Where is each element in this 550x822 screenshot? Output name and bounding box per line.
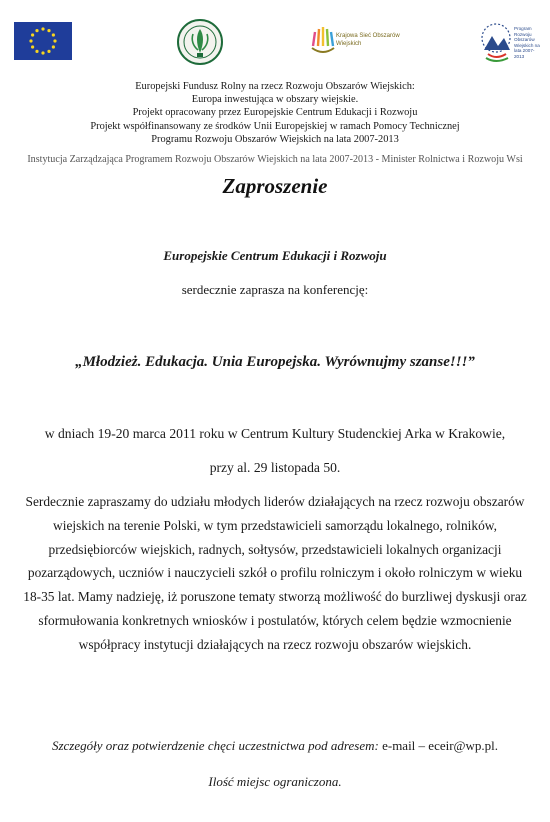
contact-line [0,738,550,754]
header-line: Programu Rozwoju Obszarów Wiejskich na lata 2007-2013 [151,133,399,145]
ksow-logo-text: Krajowa Sieć Obszarów Wiejskich [336,33,400,47]
header-line: Europejski Fundusz Rolny na rzecz Rozwoju Obszarów Wiejskich: [135,81,415,92]
body-line: Serdecznie zapraszamy do udziału młodych liderów działających na rzecz rozwoju obszarów [25,494,525,509]
prow-logo-text: Program Rozwoju Obszarów Wiejskich na lata 2007-2013 [514,26,540,59]
body-line: 18-35 lat. Mamy nadzieję, iż poruszone tematy stworzą możliwość do burzliwej dyskusji oraz [23,589,527,605]
funding-header [0,80,550,146]
managing-institution: Instytucja Zarządzająca Programem Rozwoju Obszarów Wiejskich na lata 2007-2013 - Minister Rolnictwa i Rozwoju Wsi [27,154,523,165]
eu-star [47,50,50,53]
eu-star [52,45,55,48]
eu-star [35,50,38,53]
ministry-seal-icon [176,18,224,66]
contact-label: Szczegóły oraz potwierdzenie chęci uczestnictwa pod adresem: [51,738,379,753]
header-line: Projekt współfinansowany ze środków Unii Europejskiej w ramach Pomocy Technicznej [90,120,460,132]
page-title: Zaproszenie [222,174,328,198]
eu-star [53,39,56,42]
invitation-body [0,490,550,657]
body-line: współpracy instytucji działających na rzecz rozwoju obszarów wiejskich. [78,636,472,652]
eu-star [41,27,44,30]
body-line: pozarządowych, uczniów i nauczycieli szkół o profilu rolniczym i około rolniczym w wieku [27,565,523,581]
eu-star [52,33,55,36]
logo-row [0,18,550,68]
body-line: sformułowania konkretnych wniosków i postulatów, których celem będzie wzmocnienie [38,612,512,628]
seats-limited-note: Ilość miejsc ograniczona. [208,774,342,789]
eu-star [47,29,50,32]
eu-star [35,29,38,32]
organizer-name: Europejskie Centrum Edukacji i Rozwoju [163,248,387,263]
event-address: przy al. 29 listopada 50. [209,460,341,475]
contact-email[interactable]: e-mail – eceir@wp.pl. [382,738,499,753]
header-line: Europa inwestująca w obszary wiejskie. [191,94,359,106]
eu-flag-icon [14,22,72,60]
body-line: wiejskich na terenie Polski, w tym przedstawicieli samorządu lokalnego, rolników, [53,517,497,533]
eu-star [41,51,44,54]
eu-star [31,33,34,36]
eu-star [31,45,34,48]
ksow-logo-icon [310,24,402,64]
event-dates: w dniach 19-20 marca 2011 roku w Centrum Kultury Studenckiej Arka w Krakowie, [44,426,506,441]
header-line: Projekt opracowany przez Europejskie Centrum Edukacji i Rozwoju [132,107,418,119]
body-line: przedsiębiorców wiejskich, radnych, sołtysów, przedstawicieli lokalnych organizacji [48,541,502,557]
prow-logo-icon [478,20,544,68]
invite-text: serdecznie zaprasza na konferencję: [181,282,369,297]
eu-star [29,39,32,42]
conference-title: „Młodzież. Edukacja. Unia Europejska. Wyrównujmy szanse!!!” [75,354,475,370]
